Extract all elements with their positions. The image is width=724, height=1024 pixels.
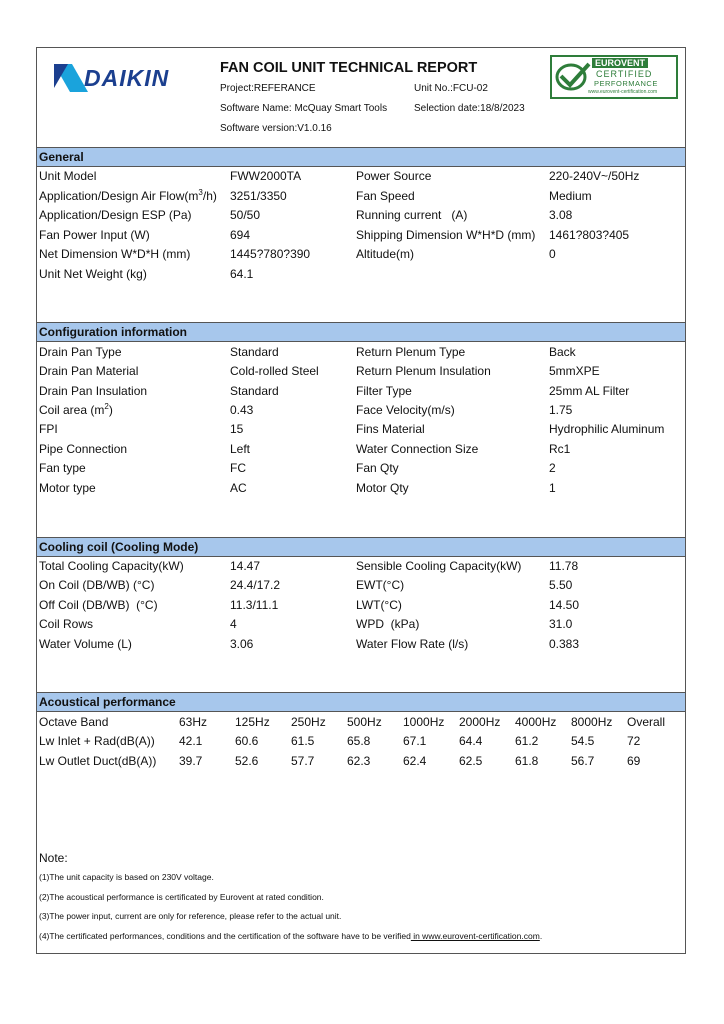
config-label-filter-type: Filter Type [356,384,412,398]
eurovent-link[interactable]: in www.eurovent-certification.com [410,931,540,941]
unit-no: Unit No.:FCU-02 [414,83,488,94]
acoustic-header-cell: 2000Hz [459,715,501,729]
config-value-water-connection-size: Rc1 [549,442,571,456]
config-label-face-velocity: Face Velocity(m/s) [356,403,455,417]
acoustic-header-cell: 125Hz [235,715,270,729]
general-value-air-flow: 3251/3350 [230,189,287,203]
cooling-label-water-flow-rate: Water Flow Rate (l/s) [356,637,469,651]
acoustic-cell: 61.8 [515,754,539,768]
acoustic-cell: 57.7 [291,754,315,768]
general-header: General [37,147,685,167]
config-value-drain-pan-type: Standard [230,345,279,359]
acoustic-cell: 62.4 [403,754,427,768]
cooling-value-on-coil: 24.4/17.2 [230,578,281,592]
selection-date: Selection date:18/8/2023 [414,103,525,114]
acoustic-cell: 72 [627,734,641,748]
cooling-value-off-coil: 11.3/11.1 [230,598,279,612]
config-label-fins-material: Fins Material [356,422,425,436]
general-label-shipping-dimension: Shipping Dimension W*H*D (mm) [356,228,536,242]
config-value-fpi: 15 [230,422,244,436]
badge-line1: EUROVENT [592,58,648,68]
acoustic-cell: Lw Inlet + Rad(dB(A)) [39,734,155,748]
cooling-value-wpd: 31.0 [549,617,573,631]
config-value-return-plenum-insulation: 5mmXPE [549,364,600,378]
note-item: (4)The certificated performances, conditions and the certification of the software have to be verified in www.eurovent-certification.com. [39,931,543,941]
general-value-unit-model: FWW2000TA [230,169,302,183]
config-label-drain-pan-material: Drain Pan Material [39,364,139,378]
config-label-motor-qty: Motor Qty [356,481,409,495]
config-label-motor-type: Motor type [39,481,96,495]
general-value-power-source: 220-240V~/50Hz [549,169,640,183]
config-value-fan-type: FC [230,461,246,475]
config-value-drain-pan-insulation: Standard [230,384,279,398]
cooling-label-wpd: WPD (kPa) [356,617,420,631]
acoustic-cell: 56.7 [571,754,595,768]
config-label-fan-qty: Fan Qty [356,461,399,475]
config-value-pipe-connection: Left [230,442,251,456]
configuration-header: Configuration information [37,322,685,342]
cooling-value-ewt: 5.50 [549,578,573,592]
cooling-header: Cooling coil (Cooling Mode) [37,537,685,557]
cooling-label-water-volume: Water Volume (L) [39,637,132,651]
report-title: FAN COIL UNIT TECHNICAL REPORT [220,60,478,76]
cooling-value-sensible-capacity: 11.78 [549,559,579,573]
acoustic-cell: 65.8 [347,734,371,748]
cooling-label-on-coil: On Coil (DB/WB) (°C) [39,578,155,592]
cooling-label-off-coil: Off Coil (DB/WB) (°C) [39,598,158,612]
general-value-shipping-dimension: 1461?803?405 [549,228,630,242]
config-label-drain-pan-insulation: Drain Pan Insulation [39,384,148,398]
general-value-net-dimension: 1445?780?390 [230,247,311,261]
acoustic-cell: 61.2 [515,734,539,748]
software-name: Software Name: McQuay Smart Tools [220,103,388,114]
cooling-value-lwt: 14.50 [549,598,580,612]
config-label-return-plenum-insulation: Return Plenum Insulation [356,364,491,378]
badge-line3: PERFORMANCE [594,79,658,88]
config-label-return-plenum-type: Return Plenum Type [356,345,466,359]
cooling-label-coil-rows: Coil Rows [39,617,94,631]
acoustic-header-cell: 8000Hz [571,715,613,729]
general-label-power-source: Power Source [356,169,432,183]
badge-url: www.eurovent-certification.com [588,89,658,95]
general-label-running-current: Running current (A) [356,208,468,222]
config-label-fan-type: Fan type [39,461,86,475]
cooling-label-total-capacity: Total Cooling Capacity(kW) [39,559,184,573]
config-label-coil-area: Coil area $(m^2)$ [39,402,113,417]
acoustic-cell: 62.5 [459,754,483,768]
config-label-water-connection-size: Water Connection Size [356,442,479,456]
acoustic-cell: 39.7 [179,754,203,768]
project-name: Project:REFERANCE [220,83,316,94]
acoustic-header-cell: 4000Hz [515,715,557,729]
general-label-esp: Application/Design ESP (Pa) [39,208,192,222]
note-item: (2)The acoustical performance is certificated by Eurovent at rated condition. [39,892,324,902]
daikin-logo-icon [54,64,88,92]
acoustic-cell: 62.3 [347,754,371,768]
acoustic-cell: 54.5 [571,734,595,748]
cooling-value-coil-rows: 4 [230,617,237,631]
acoustic-cell: 69 [627,754,641,768]
badge-line2: CERTIFIED [596,69,653,79]
note-item: (3)The power input, current are only for reference, please refer to the actual unit. [39,911,342,921]
general-value-fan-power: 694 [230,228,251,242]
notes-title: Note: [39,851,68,865]
general-label-air-flow: Application/Design Air $Flow(m^3/h)$ [39,188,217,203]
general-label-altitude: Altitude(m) [356,247,415,261]
config-value-coil-area: 0.43 [230,403,254,417]
acoustic-header: Acoustical performance [37,692,685,712]
general-value-net-weight: 64.1 [230,267,254,281]
config-value-drain-pan-material: Cold-rolled Steel [230,364,319,378]
eurovent-badge [550,55,678,99]
general-label-unit-model: Unit Model [39,169,97,183]
config-value-motor-type: AC [230,481,247,495]
cooling-label-lwt: LWT(°C) [356,598,402,612]
report-frame [36,47,686,954]
acoustic-cell: 60.6 [235,734,259,748]
config-value-filter-type: 25mm AL Filter [549,384,630,398]
acoustic-header-cell: 500Hz [347,715,382,729]
general-label-net-weight: Unit Net Weight (kg) [39,267,147,281]
note-item: (1)The unit capacity is based on 230V voltage. [39,872,214,882]
eurovent-check-icon [555,61,591,93]
general-label-fan-speed: Fan Speed [356,189,415,203]
config-value-fan-qty: 2 [549,461,556,475]
config-value-face-velocity: 1.75 [549,403,573,417]
daikin-logo-text: DAIKIN [84,65,170,91]
acoustic-header-cell: Overall [627,715,666,729]
cooling-label-sensible-capacity: Sensible Cooling Capacity(kW) [356,559,522,573]
config-label-fpi: FPI [39,422,58,436]
config-value-motor-qty: 1 [549,481,556,495]
acoustic-cell: Lw Outlet Duct(dB(A)) [39,754,157,768]
config-label-drain-pan-type: Drain Pan Type [39,345,122,359]
acoustic-cell: 67.1 [403,734,427,748]
cooling-label-ewt: EWT(°C) [356,578,405,592]
config-label-pipe-connection: Pipe Connection [39,442,128,456]
acoustic-cell: 61.5 [291,734,315,748]
daikin-logo [54,64,209,94]
general-value-altitude: 0 [549,247,556,261]
acoustic-header-cell: 1000Hz [403,715,445,729]
cooling-value-total-capacity: 14.47 [230,559,261,573]
acoustic-cell: 42.1 [179,734,203,748]
config-value-return-plenum-type: Back [549,345,576,359]
general-value-running-current: 3.08 [549,208,573,222]
cooling-value-water-volume: 3.06 [230,637,254,651]
general-label-fan-power: Fan Power Input (W) [39,228,150,242]
software-version: Software version:V1.0.16 [220,123,332,134]
general-value-esp: 50/50 [230,208,261,222]
config-value-fins-material: Hydrophilic Aluminum [549,422,665,436]
acoustic-header-cell: 63Hz [179,715,208,729]
acoustic-header-cell: 250Hz [291,715,326,729]
general-value-fan-speed: Medium [549,189,592,203]
cooling-value-water-flow-rate: 0.383 [549,637,580,651]
acoustic-header-cell: Octave Band [39,715,109,729]
acoustic-cell: 52.6 [235,754,259,768]
general-label-net-dimension: Net Dimension W*D*H (mm) [39,247,191,261]
acoustic-cell: 64.4 [459,734,483,748]
